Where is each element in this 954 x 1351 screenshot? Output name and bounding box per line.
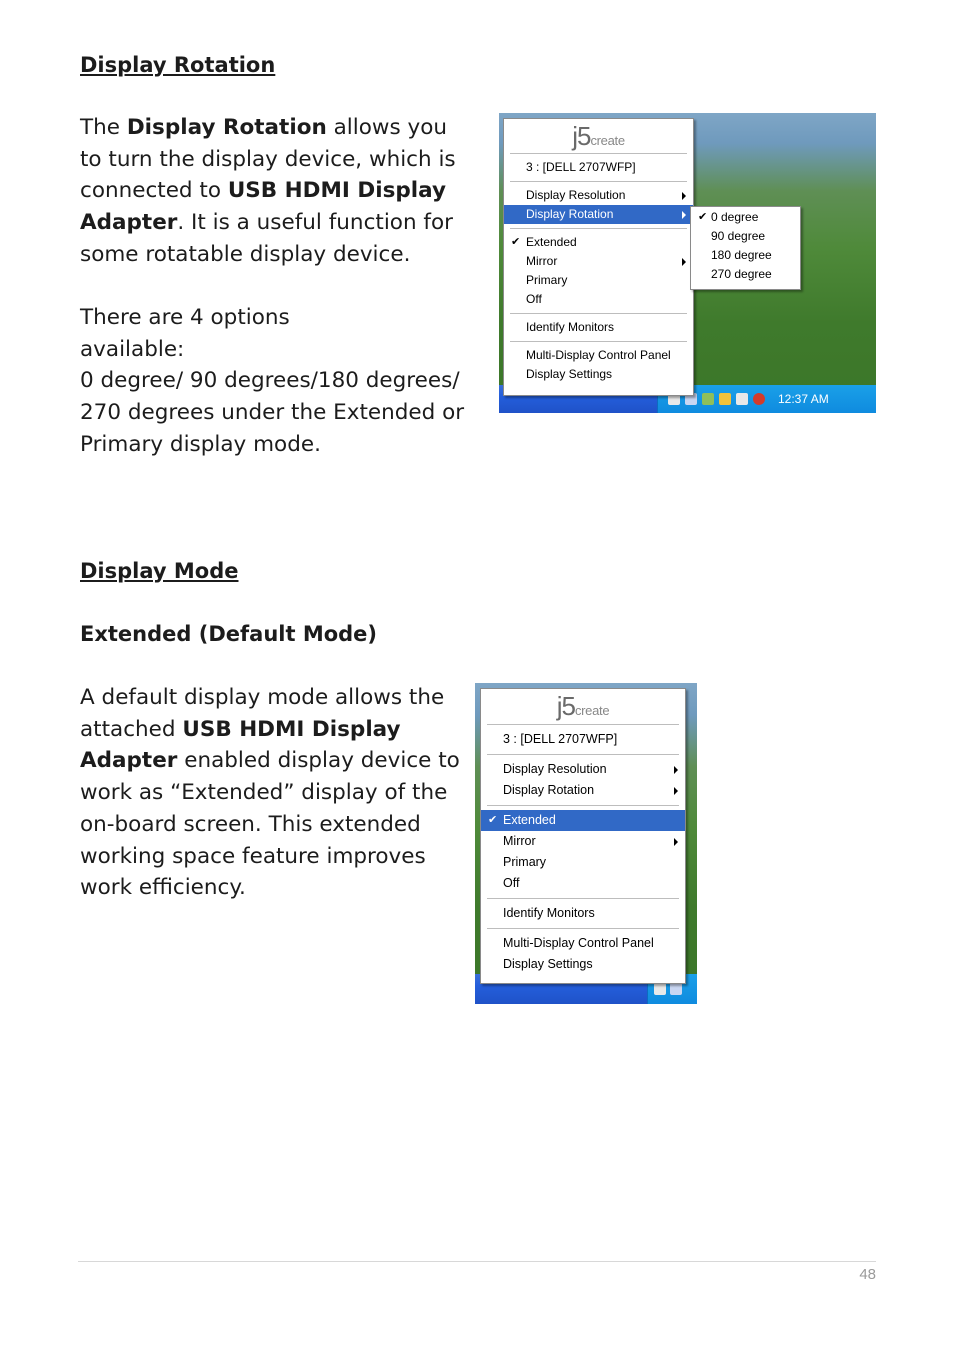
menu-item-display-resolution[interactable] — [504, 186, 693, 205]
menu-item-mirror[interactable] — [481, 831, 685, 852]
menu-item-display-rotation[interactable] — [481, 780, 685, 801]
submenu-arrow-icon — [674, 838, 678, 846]
rotation-submenu — [690, 206, 801, 290]
text-run: allows you to turn the display device, which is connected to — [80, 115, 456, 204]
logo-sub: create — [590, 133, 625, 148]
submenu-item-0-degree[interactable] — [691, 208, 800, 227]
submenu-item-90-degree[interactable]: 90 degree — [711, 229, 766, 243]
options-line-1: There are 4 options — [80, 305, 290, 330]
options-line-3: 0 degree/ 90 degrees/180 degrees/ 270 degrees under the Extended or Primary display mode. — [80, 368, 465, 457]
j5create-logo — [504, 119, 693, 153]
submenu-arrow-icon — [682, 211, 686, 219]
j5create-logo — [481, 689, 685, 724]
menu-item-display-rotation[interactable] — [504, 205, 693, 224]
menu-separator — [487, 805, 679, 806]
menu-item-control-panel[interactable]: Multi-Display Control Panel — [526, 348, 671, 362]
tray-network-icon[interactable] — [702, 393, 714, 405]
menu-item-label: Mirror — [503, 834, 536, 848]
text-run: . It is a useful function for some rotatable display device. — [80, 210, 453, 267]
section-heading-display-rotation: Display Rotation — [80, 53, 276, 77]
menu-separator — [487, 754, 679, 755]
menu-item-monitor[interactable]: 3 : [DELL 2707WFP] — [526, 160, 636, 174]
screenshot-extended-menu — [475, 683, 697, 1004]
submenu-item-label: 0 degree — [711, 210, 759, 224]
page-number: 48 — [859, 1266, 876, 1283]
rotation-options-text — [80, 302, 480, 461]
menu-separator — [487, 898, 679, 899]
menu-separator — [510, 153, 687, 154]
tray-adapter-icon[interactable] — [654, 983, 666, 995]
menu-item-display-settings[interactable]: Display Settings — [503, 957, 593, 971]
submenu-arrow-icon — [674, 787, 678, 795]
menu-item-off[interactable]: Off — [526, 292, 542, 306]
text-run: enabled display device to work as “Extended” display of the on-board screen. This extended working space feature improves work efficiency. — [80, 748, 460, 901]
menu-separator — [510, 341, 687, 342]
menu-item-monitor[interactable]: 3 : [DELL 2707WFP] — [503, 732, 618, 746]
menu-item-identify-monitors[interactable]: Identify Monitors — [526, 320, 615, 334]
menu-item-label: Display Rotation — [503, 783, 595, 797]
subheading-extended-mode: Extended (Default Mode) — [80, 622, 378, 646]
text-run: The — [80, 115, 127, 140]
menu-item-label: Display Resolution — [503, 762, 607, 776]
tray-security-icon[interactable] — [753, 393, 765, 405]
menu-item-label: Display Rotation — [526, 207, 614, 221]
menu-separator — [510, 181, 687, 182]
rotation-description — [80, 112, 475, 271]
menu-item-label: Display Resolution — [526, 188, 626, 202]
menu-item-display-settings[interactable]: Display Settings — [526, 367, 613, 381]
checkmark-icon: ✔ — [698, 211, 708, 223]
logo-sub: create — [574, 703, 610, 718]
submenu-item-180-degree[interactable]: 180 degree — [711, 248, 772, 262]
options-line-2: available: — [80, 336, 185, 362]
checkmark-icon: ✔ — [511, 236, 521, 248]
bold-term-adapter: USB HDMI Display Adapter — [80, 178, 447, 236]
section-heading-display-mode: Display Mode — [80, 559, 239, 583]
menu-item-display-resolution[interactable] — [481, 759, 685, 780]
menu-item-off[interactable]: Off — [503, 876, 520, 890]
checkmark-icon: ✔ — [488, 814, 498, 826]
logo-main: j5 — [572, 121, 591, 151]
bold-term-display-rotation: Display Rotation — [126, 115, 327, 140]
menu-item-identify-monitors[interactable]: Identify Monitors — [503, 906, 595, 920]
context-menu — [503, 118, 694, 396]
menu-item-primary[interactable]: Primary — [526, 273, 568, 287]
taskbar-clock: 12:37 AM — [778, 392, 829, 406]
menu-separator — [487, 724, 679, 725]
bold-term-adapter: USB HDMI Display Adapter — [80, 716, 401, 774]
menu-item-primary[interactable]: Primary — [503, 855, 547, 869]
extended-mode-description — [80, 682, 465, 904]
footer-divider — [78, 1261, 876, 1262]
logo-main: j5 — [556, 691, 575, 721]
menu-item-label: Extended — [526, 235, 577, 249]
submenu-arrow-icon — [682, 258, 686, 266]
text-run: A default display mode allows the attached — [80, 685, 445, 742]
submenu-item-270-degree[interactable]: 270 degree — [711, 267, 772, 281]
menu-separator — [487, 928, 679, 929]
menu-item-extended[interactable] — [504, 233, 693, 252]
menu-item-mirror[interactable] — [504, 252, 693, 271]
tray-speaker-icon[interactable] — [736, 393, 748, 405]
menu-separator — [510, 228, 687, 229]
submenu-arrow-icon — [682, 192, 686, 200]
submenu-arrow-icon — [674, 766, 678, 774]
menu-item-label: Extended — [503, 813, 556, 827]
context-menu — [480, 688, 686, 984]
tray-volume-icon[interactable] — [719, 393, 731, 405]
screenshot-rotation-menu — [499, 113, 876, 413]
menu-item-control-panel[interactable]: Multi-Display Control Panel — [503, 936, 654, 950]
menu-item-label: Mirror — [526, 254, 558, 268]
tray-monitor-icon[interactable] — [670, 983, 682, 995]
menu-item-extended[interactable] — [481, 810, 685, 831]
menu-separator — [510, 313, 687, 314]
